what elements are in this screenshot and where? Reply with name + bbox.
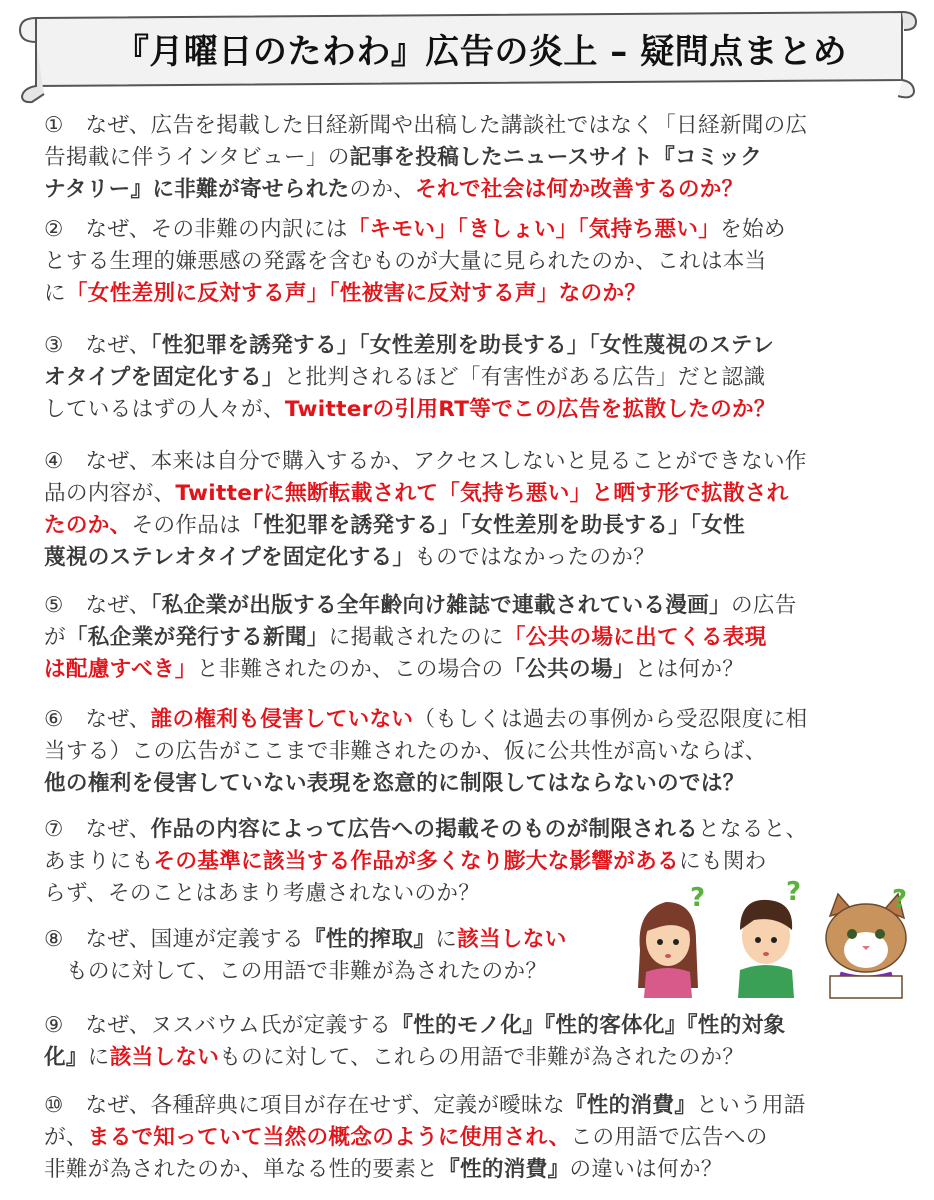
question-line [44,768,886,800]
question-4 [44,446,886,574]
question-line [44,174,886,206]
question-line [44,704,886,736]
question-line [44,362,886,394]
body-text: と批判されるほど「有害性がある広告」だと認識 [283,365,766,390]
body-text: ⑩ なぜ、各種辞典に項目が存在せず、定義が曖昧な [44,1093,565,1118]
emphasis-text: 『性的モノ化』『性的客体化』『性的対象 [391,1013,786,1038]
highlight-text: 該当しない [109,1045,220,1070]
question-line [44,622,886,654]
question-line [44,1042,886,1074]
body-text: しているはずの人々が、 [44,397,285,422]
emphasis-text: 作品の内容によって広告への掲載そのものが制限される [150,817,698,842]
body-text: あまりにも [44,849,154,874]
emphasis-text: 他の権利を侵害していない表現を恣意的に制限してはならないのでは？ [44,771,745,796]
emphasis-text: 「私企業が発行する新聞」 [65,625,329,650]
body-text: にも関わ [678,849,767,874]
man-confused-icon [738,900,794,998]
body-text: ⑦ なぜ、 [44,817,151,842]
body-text: が、 [44,1125,88,1150]
question-line [44,278,886,310]
body-text: とは何か？ [634,657,745,682]
emphasis-text: オタイプを固定化する」 [44,365,284,390]
highlight-text: 誰の権利も侵害していない [150,707,414,732]
body-text: 告掲載に伴うインタビュー」の [44,145,350,170]
question-3 [44,330,886,426]
question-10 [44,1090,886,1186]
emphasis-text: 『性的消費』 [564,1093,697,1118]
confused-people-illustration [626,880,922,1000]
question-line [44,478,886,510]
highlight-text: 「女性差別に反対する声」「性被害に反対する声」なのか？ [65,281,647,306]
question-line [44,246,886,278]
body-text: ④ なぜ、本来は自分で購入するか、アクセスしないと見ることができない作 [44,449,807,474]
body-text: のか、 [349,177,416,202]
question-line [44,110,886,142]
body-text: に [87,1045,110,1070]
body-text: と非難されたのか、この場合の [196,657,504,682]
body-text: ③ なぜ、 [44,333,151,358]
highlight-text: たのか、 [44,513,132,538]
title-banner [14,8,920,104]
emphasis-text: 「私企業が出版する全年齢向け雑誌で連載されている漫画」 [150,593,731,618]
body-text: とする生理的嫌悪感の発露を含むものが大量に見られたのか、これは本当 [44,249,767,274]
body-text: という用語 [696,1093,806,1118]
question-line [44,510,886,542]
question-line [44,846,886,878]
question-line [44,542,886,574]
body-text: 当する）この広告がここまで非難されたのか、仮に公共性が高いならば、 [44,739,767,764]
page-title: 『月曜日のたわわ』広告の炎上 – 疑問点まとめ [114,32,848,72]
question-line [44,590,886,622]
emphasis-text: ナタリー』に非難が寄せられた [44,177,350,202]
body-text: ものに対して、これらの用語で非難が為されたのか？ [219,1045,745,1070]
highlight-text: 「公共の場に出てくる表現 [503,625,767,650]
body-text: に [435,927,458,952]
emphasis-text: 化』 [44,1045,88,1070]
body-text: ものではなかったのか？ [414,545,656,570]
body-text: （もしくは過去の事例から受忍限度に相 [413,707,808,732]
body-text: その作品は [131,513,242,538]
question-line [44,142,886,174]
question-2 [44,214,886,310]
body-text: 品の内容が、 [44,481,176,506]
question-line [44,814,886,846]
question-line [44,1010,886,1042]
highlight-text: その基準に該当する作品が多くなり膨大な影響がある [153,849,679,874]
body-text: ⑥ なぜ、 [44,707,151,732]
highlight-text: まるで知っていて当然の概念のように使用され、 [87,1125,571,1150]
body-text: の広告 [730,593,797,618]
body-text: が [44,625,66,650]
emphasis-text: 『性的消費』 [438,1157,570,1182]
body-text: らず、そのことはあまり考慮されないのか？ [44,881,481,906]
body-text: 非難が為されたのか、単なる性的要素と [44,1157,439,1182]
body-text: ⑧ なぜ、国連が定義する [44,927,304,952]
emphasis-text: 「性犯罪を誘発する」「女性差別を助長する」「女性 [241,513,745,538]
body-text: この用語で広告への [570,1125,768,1150]
emphasis-text: 記事を投稿したニュースサイト『コミック [349,145,763,170]
body-text: となると、 [697,817,808,842]
question-line [44,394,886,426]
svg-text:?: ? [690,883,706,913]
body-text: ものに対して、この用語で非難が為されたのか？ [66,959,548,984]
emphasis-text: 「性犯罪を誘発する」「女性差別を助長する」「女性蔑視のステレ [150,333,775,358]
body-text: ① なぜ、広告を掲載した日経新聞や出稿した講談社ではなく「日経新聞の広 [44,113,808,138]
emphasis-text: 蔑視のステレオタイプを固定化する」 [44,545,415,570]
body-text: の違いは何か？ [569,1157,723,1182]
question-line [44,330,886,362]
question-line [44,654,886,686]
question-line [44,1154,886,1186]
question-9 [44,1010,886,1074]
highlight-text: 該当しない [457,927,567,952]
body-text: を始め [720,217,786,242]
woman-confused-icon [638,902,698,998]
question-6 [44,704,886,800]
question-line [44,1090,886,1122]
highlight-text: 「キモい」「きしょい」「気持ち悪い」 [347,217,721,242]
body-text: に [44,281,66,306]
svg-text:?: ? [786,880,802,907]
emphasis-text: 「公共の場」 [503,657,635,682]
question-5 [44,590,886,686]
highlight-text: それで社会は何か改善するのか？ [415,177,744,202]
question-line [44,736,886,768]
body-text: ⑤ なぜ、 [44,593,151,618]
question-1 [44,110,886,206]
body-text: に掲載されたのに [328,625,504,650]
emphasis-text: 『性的搾取』 [303,927,436,952]
highlight-text: は配慮すべき」 [44,657,197,682]
highlight-text: Twitterに無断転載されて「気持ち悪い」と晒す形で拡散され [175,481,789,506]
highlight-text: Twitterの引用RT等でこの広告を拡散したのか？ [284,397,776,422]
body-text: ⑨ なぜ、ヌスバウム氏が定義する [44,1013,392,1038]
svg-text:?: ? [892,885,908,915]
question-line [44,1122,886,1154]
body-text: ② なぜ、その非難の内訳には [44,217,348,242]
question-line [44,214,886,246]
question-line [44,446,886,478]
